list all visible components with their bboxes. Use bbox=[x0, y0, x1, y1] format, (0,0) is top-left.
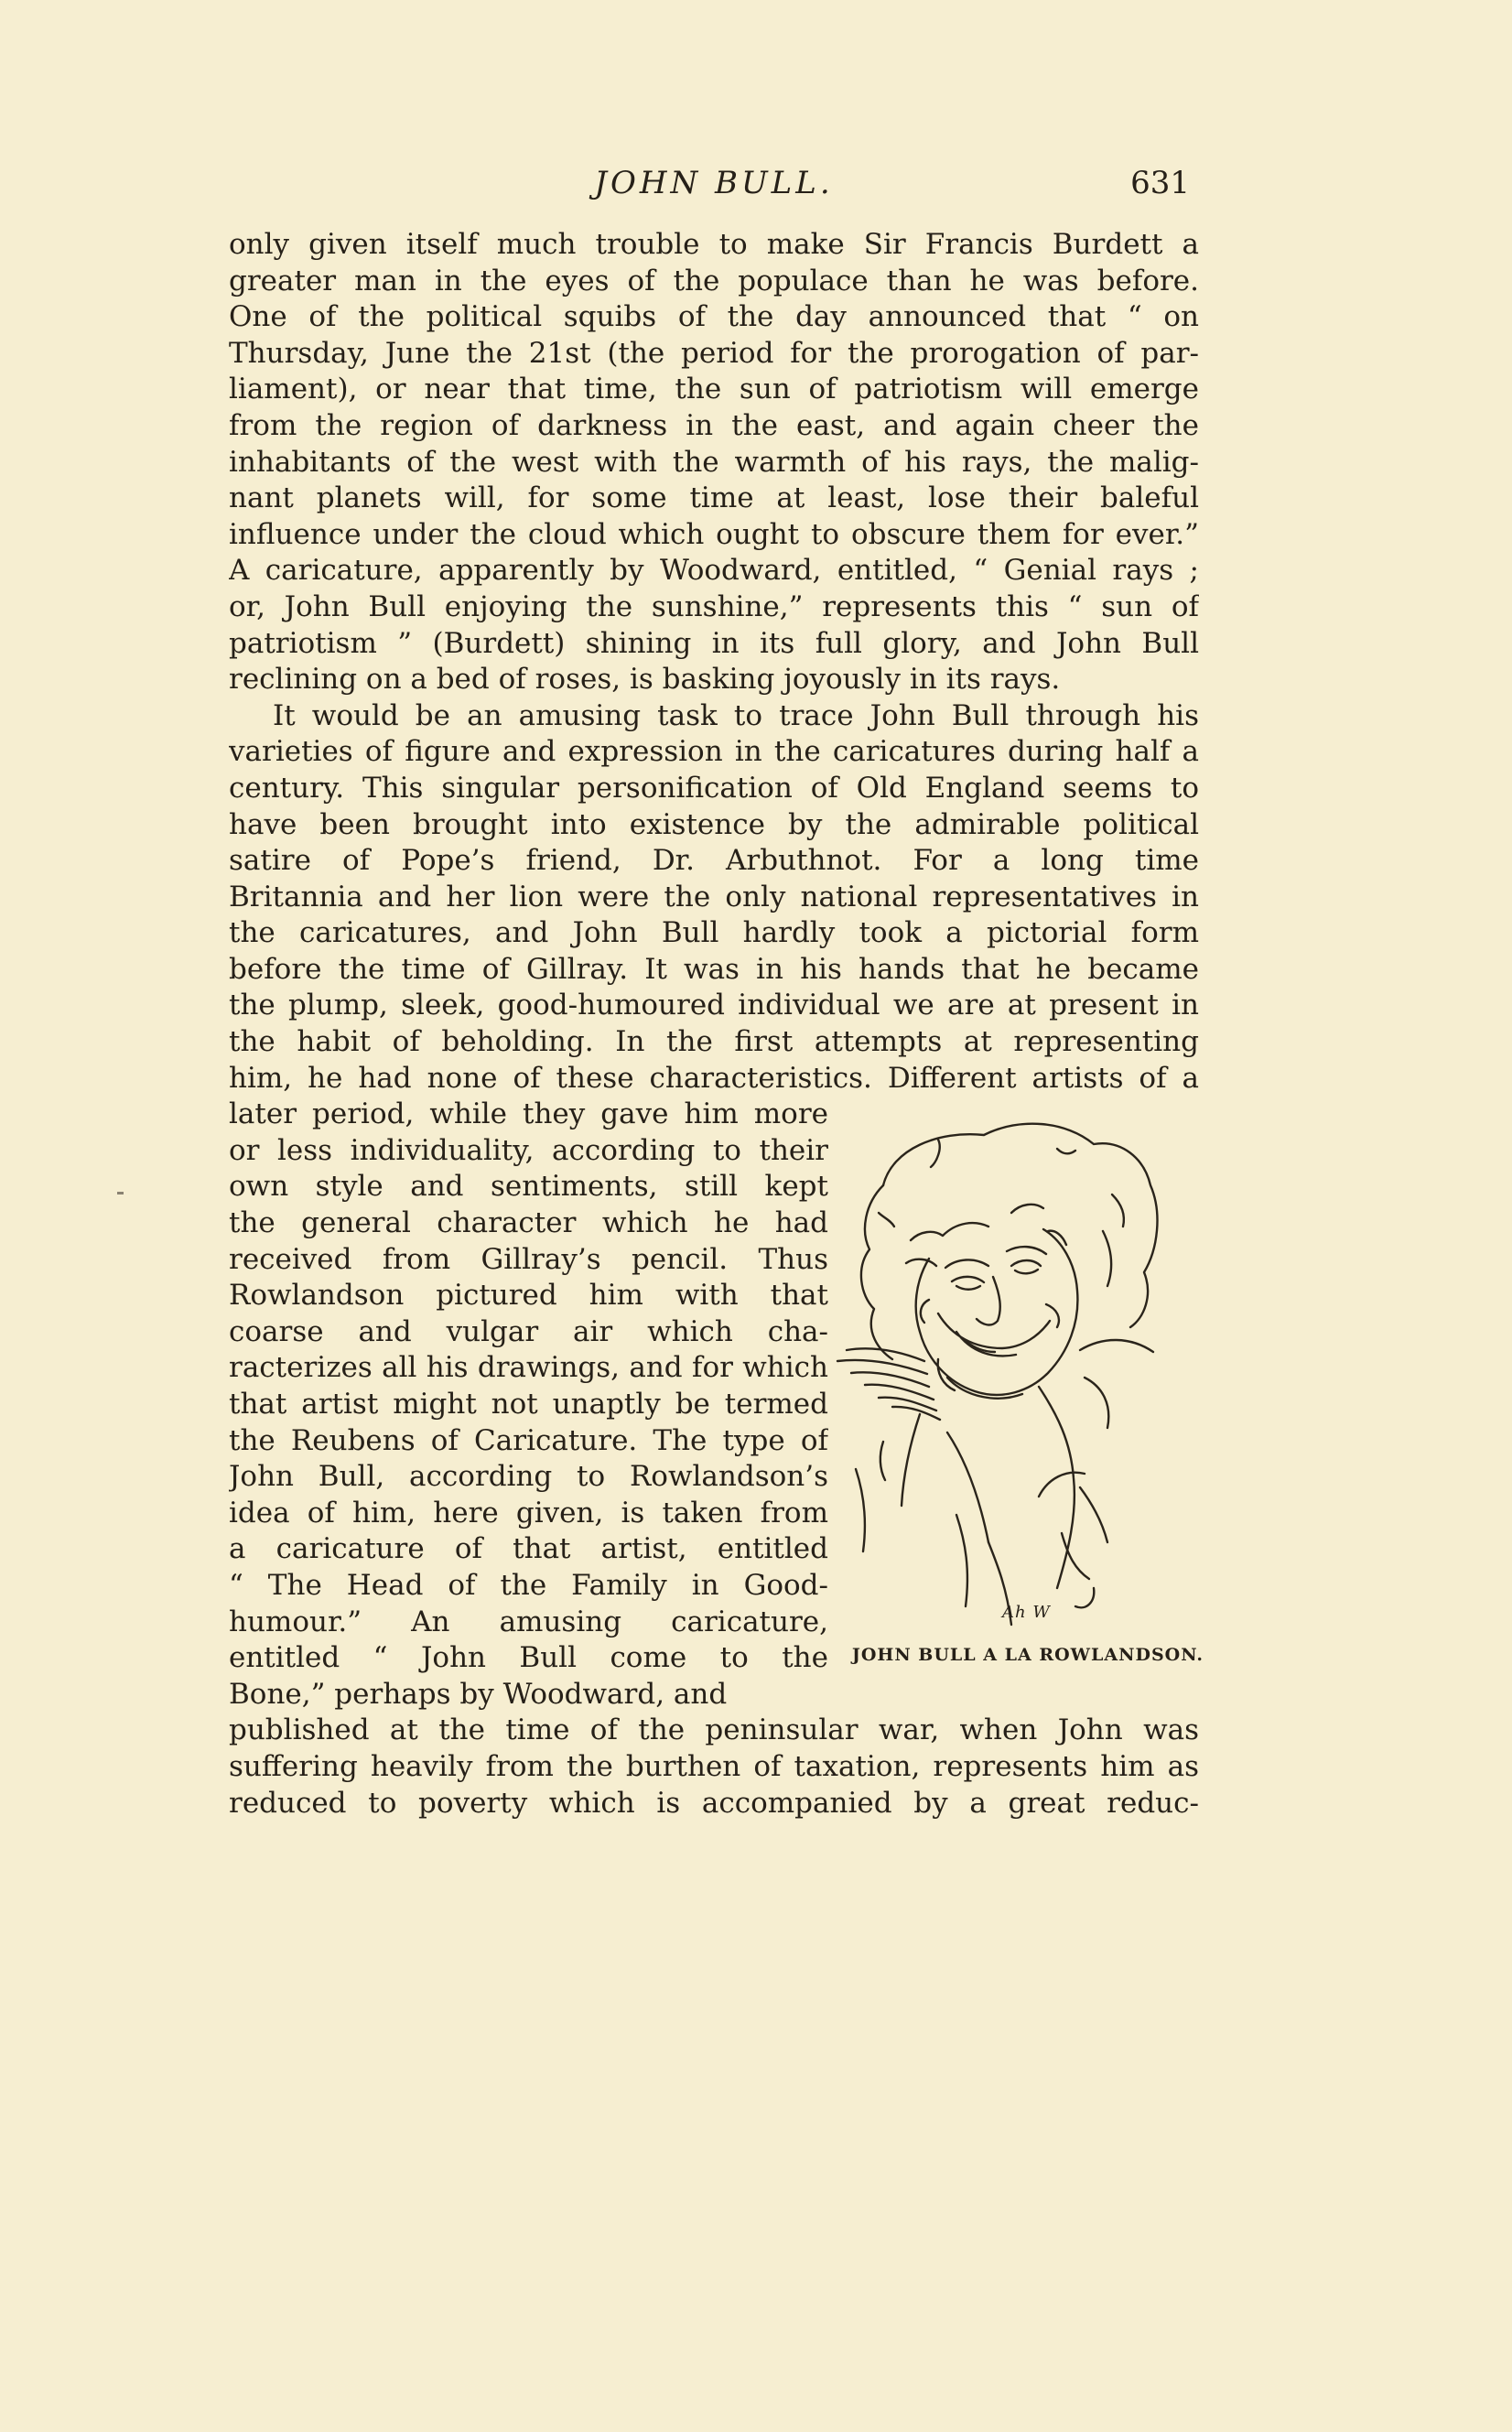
artist-signature: Ah W bbox=[1002, 1603, 1051, 1622]
text-line: John Bull, according to Rowlandson’s bbox=[229, 1460, 828, 1494]
text-line: later period, while they gave him more bbox=[229, 1097, 828, 1131]
text-line: One of the political squibs of the day announced that “ on bbox=[229, 300, 1199, 334]
text-line: the general character which he had bbox=[229, 1206, 828, 1240]
text-line: A caricature, apparently by Woodward, entitled, “ Genial rays ; bbox=[229, 554, 1199, 588]
text-line: liament), or near that time, the sun of patriotism will emerge bbox=[229, 373, 1199, 406]
text-line: the habit of beholding. In the first attempts at representing bbox=[229, 1025, 1199, 1059]
paragraph-start-line: It would be an amusing task to trace John Bull through his bbox=[273, 698, 1199, 732]
text-line: or, John Bull enjoying the sunshine,” represents this “ sun of bbox=[229, 589, 1199, 623]
text-line: own style and sentiments, still kept bbox=[229, 1170, 828, 1204]
text-line: the caricatures, and John Bull hardly took a pictorial form bbox=[229, 916, 1199, 950]
text-line: humour.” An amusing caricature, bbox=[229, 1605, 828, 1638]
text-line: reclining on a bed of roses, is basking joyously in its rays. bbox=[229, 663, 1061, 697]
text-line: have been brought into existence by the admirable political bbox=[229, 807, 1199, 841]
text-line: century. This singular personification of Old England seems to bbox=[229, 771, 1199, 805]
paper-spot bbox=[117, 1192, 124, 1194]
text-line: received from Gillray’s pencil. Thus bbox=[229, 1242, 828, 1276]
text-line: or less individuality, according to their bbox=[229, 1133, 828, 1167]
text-line: nant planets will, for some time at least, lose their baleful bbox=[229, 481, 1199, 515]
text-line: Thursday, June the 21st (the period for the prorogation of par- bbox=[229, 336, 1199, 370]
text-line: patriotism ” (Burdett) shining in its full glory, and John Bull bbox=[229, 626, 1199, 660]
text-line: coarse and vulgar air which cha- bbox=[229, 1314, 828, 1348]
text-line: Britannia and her lion were the only national representatives in bbox=[229, 880, 1199, 913]
text-line: reduced to poverty which is accompanied by a great reduc- bbox=[229, 1786, 1199, 1820]
text-line: entitled “ John Bull come to the bbox=[229, 1641, 828, 1675]
text-line: a caricature of that artist, entitled bbox=[229, 1532, 828, 1566]
text-line: the Reubens of Caricature. The type of bbox=[229, 1423, 828, 1457]
text-line: greater man in the eyes of the populace than he was before. bbox=[229, 264, 1199, 297]
text-line: only given itself much trouble to make Sir Francis Burdett a bbox=[229, 228, 1199, 261]
running-title: JOHN BULL. bbox=[594, 165, 834, 201]
text-line: him, he had none of these characteristics. Different artists of a bbox=[229, 1061, 1199, 1095]
text-line: varieties of figure and expression in the caricatures during half a bbox=[229, 735, 1199, 769]
text-line: Rowlandson pictured him with that bbox=[229, 1279, 828, 1313]
john-bull-caricature-icon bbox=[828, 1112, 1204, 1652]
text-line: suffering heavily from the burthen of taxation, represents him as bbox=[229, 1749, 1199, 1783]
text-line: that artist might not unaptly be termed bbox=[229, 1388, 828, 1421]
text-line: idea of him, here given, is taken from bbox=[229, 1496, 828, 1529]
text-line: influence under the cloud which ought to obscure them for ever.” bbox=[229, 517, 1199, 551]
john-bull-illustration bbox=[828, 1112, 1204, 1661]
text-line: from the region of darkness in the east, and again cheer the bbox=[229, 408, 1199, 442]
page-number: 631 bbox=[1130, 165, 1190, 201]
text-line: satire of Pope’s friend, Dr. Arbuthnot. For a long time bbox=[229, 844, 1199, 878]
text-line: racterizes all his drawings, and for which bbox=[229, 1351, 828, 1385]
text-line: “ The Head of the Family in Good- bbox=[229, 1568, 828, 1602]
text-line: before the time of Gillray. It was in his hands that he became bbox=[229, 952, 1199, 986]
text-line: the plump, sleek, good-humoured individual we are at present in bbox=[229, 989, 1199, 1022]
figure-caption: JOHN BULL A LA ROWLANDSON. bbox=[851, 1645, 1204, 1665]
page-header bbox=[229, 165, 1199, 211]
text-line: Bone,” perhaps by Woodward, and bbox=[229, 1677, 728, 1711]
text-line: published at the time of the peninsular war, when John was bbox=[229, 1713, 1199, 1747]
text-line: inhabitants of the west with the warmth of his rays, the malig- bbox=[229, 445, 1199, 479]
